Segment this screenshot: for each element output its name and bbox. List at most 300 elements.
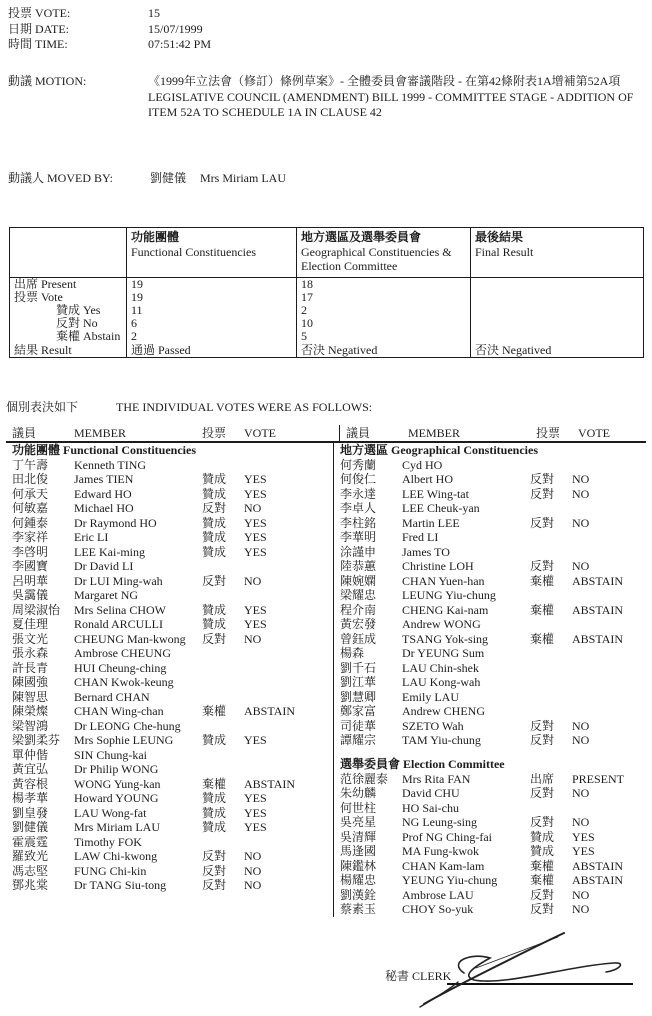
member-name-zh: 霍震霆 [12,834,49,849]
member-row [334,458,652,473]
member-name-en: WONG Yung-kan [74,776,161,791]
geographical-rows [334,458,652,748]
member-vote-zh: 棄權 [530,602,555,617]
member-vote-zh: 贊成 [202,602,227,617]
summary-functional-value: 2 [127,330,297,343]
member-vote-en [244,661,333,676]
member-name-en: Edward HO [74,486,132,501]
summary-geographical-value: 否決 Negatived [297,344,471,358]
member-name-en: Christine LOH [402,559,474,574]
member-name-en: Mrs Rita FAN [402,771,471,786]
member-vote-zh: 棄權 [530,858,555,873]
member-name-zh: 程介南 [340,602,377,617]
summary-row [10,330,644,343]
election-rows [334,772,652,917]
member-name-en: Dr LEONG Che-hung [74,718,181,733]
member-name-en: Dr TANG Siu-tong [74,878,167,893]
member-name-en: Dr David LI [74,559,134,574]
member-name-zh: 譚耀宗 [340,733,377,748]
moved-by-name-zh: 劉健儀 [150,171,187,185]
member-row [6,719,333,734]
member-vote-zh: 反對 [202,573,227,588]
member-vote-en [244,690,333,705]
member-name-zh: 劉皇發 [12,805,49,820]
member-vote-en: YES [244,515,267,530]
member-name-en: Dr LUI Ming-wah [74,573,163,588]
member-name-zh: 李家祥 [12,530,49,545]
member-vote-en [572,458,652,473]
member-name-zh: 吳亮星 [340,815,377,830]
right-column [333,443,652,917]
member-name-en: TSANG Yok-sing [402,631,489,646]
summary-header-geographical-zh: 地方選區及選舉委員會 [301,230,422,244]
member-name-en: Emily LAU [402,689,459,704]
member-vote-en [244,559,333,574]
member-name-en: SZETO Wah [402,718,464,733]
member-row [334,617,652,632]
member-vote-zh: 贊成 [202,617,227,632]
member-name-zh: 鄧兆棠 [12,878,49,893]
member-vote-en: NO [572,472,590,487]
member-name-zh: 劉漢銓 [340,887,377,902]
member-name-en: Mrs Sophie LEUNG [74,733,174,748]
motion-text-zh: 《1999年立法會（修訂）條例草案》- 全體委員會審議階段 - 在第42條附表1A增補第52A項 [148,74,621,88]
member-name-en: Timothy FOK [74,834,142,849]
member-vote-en: NO [244,573,262,588]
functional-column [6,443,333,917]
member-vote-zh [202,588,244,603]
member-vote-zh [202,458,244,473]
member-vote-zh: 反對 [202,501,227,516]
motion-text-en: LEGISLATIVE COUNCIL (AMENDMENT) BILL 1999 - COMMITTEE STAGE - ADDITION OF ITEM 52A TO SCHEDULE 1A IN CLAUSE 42 [148,89,634,119]
member-name-en: Howard YOUNG [74,791,159,806]
member-name-zh: 何世柱 [340,800,377,815]
member-row [334,704,652,719]
member-name-en: SIN Chung-kai [74,747,147,762]
member-name-zh: 何俊仁 [340,472,377,487]
member-row [6,748,333,763]
member-vote-zh [530,646,572,661]
member-row [6,603,333,618]
member-name-en: Prof NG Ching-fai [402,829,492,844]
member-name-en: James TIEN [74,472,134,487]
member-vote-zh: 棄權 [530,873,555,888]
col-vote-en-right: VOTE [578,426,610,440]
functional-rows [6,458,333,893]
member-row [334,675,652,690]
member-vote-en [244,458,333,473]
member-vote-zh [202,719,244,734]
member-name-zh: 吳清輝 [340,829,377,844]
summary-functional-value: 19 [127,277,297,291]
member-name-en: Ronald ARCULLI [74,617,163,632]
member-name-en: YEUNG Yiu-chung [402,873,498,888]
member-vote-zh: 棄權 [202,776,227,791]
member-vote-en [572,661,652,676]
member-vote-zh [530,675,572,690]
member-vote-zh: 反對 [530,902,555,917]
member-vote-en: NO [244,631,262,646]
member-name-en: Michael HO [74,501,134,516]
member-vote-zh: 反對 [202,878,227,893]
member-vote-en: NO [572,486,590,501]
member-row [6,820,333,835]
col-vote-zh: 投票 [202,426,227,440]
summary-row [10,344,644,358]
member-vote-en [244,719,333,734]
summary-functional-value: 通過 Passed [127,344,297,358]
member-row [334,772,652,787]
member-row [6,646,333,661]
member-vote-en: YES [244,805,267,820]
member-name-en: James TO [402,544,450,559]
member-vote-zh: 反對 [530,786,555,801]
member-vote-zh [530,501,572,516]
member-row [334,830,652,845]
member-row [6,704,333,719]
member-vote-zh: 反對 [202,849,227,864]
member-name-zh: 何承天 [12,486,49,501]
member-vote-en: NO [244,863,262,878]
member-name-zh: 丁午壽 [12,457,49,472]
member-name-zh: 黃宏發 [340,617,377,632]
member-vote-en: YES [244,530,267,545]
member-vote-en: ABSTAIN [244,776,296,791]
member-table-body [6,443,647,917]
member-vote-zh [530,617,572,632]
member-row [6,849,333,864]
member-name-en: Martin LEE [402,515,460,530]
member-row [6,777,333,792]
member-name-en: LAU Chin-shek [402,660,479,675]
member-vote-en [572,545,652,560]
member-row [334,844,652,859]
member-name-zh: 陳國強 [12,675,49,690]
member-row [6,791,333,806]
summary-functional-value: 19 [127,291,297,304]
member-vote-en: NO [572,733,590,748]
member-vote-en: YES [244,733,267,748]
member-name-en: Ambrose LAU [402,887,474,902]
individual-votes-block [6,400,647,917]
date-value: 15/07/1999 [148,21,203,36]
member-name-zh: 陳鑑林 [340,858,377,873]
member-name-en: Dr YEUNG Sum [402,646,485,661]
member-name-zh: 鄭家富 [340,704,377,719]
member-row [6,733,333,748]
member-name-zh: 張文光 [12,631,49,646]
member-vote-zh [202,748,244,763]
member-row [6,617,333,632]
member-name-zh: 何敏嘉 [12,501,49,516]
member-name-en: NG Leung-sing [402,815,477,830]
summary-functional-value: 11 [127,304,297,317]
document-meta [8,6,644,53]
member-row [334,472,652,487]
member-name-en: Mrs Selina CHOW [74,602,166,617]
member-name-en: Cyd HO [402,457,443,472]
member-row [334,786,652,801]
member-vote-en [572,530,652,545]
summary-geographical-value: 2 [297,304,471,317]
summary-final-value [471,330,644,343]
member-name-zh: 許長青 [12,660,49,675]
member-name-en: Ambrose CHEUNG [74,646,171,661]
member-name-en: CHEUNG Man-kwong [74,631,186,646]
member-vote-zh [530,690,572,705]
member-vote-en: NO [572,815,590,830]
member-name-en: Margaret NG [74,588,139,603]
member-name-zh: 劉江華 [340,675,377,690]
summary-table-block [9,227,644,358]
vote-number-row [8,6,644,22]
vote-number-value: 15 [148,6,160,20]
col-member-zh: 議員 [12,426,37,440]
member-name-en: Andrew WONG [402,617,481,632]
member-name-en: FUNG Chi-kin [74,863,147,878]
member-name-zh: 李永達 [340,486,377,501]
member-name-zh: 李國寶 [12,559,49,574]
summary-final-value: 否決 Negatived [471,344,644,358]
member-name-zh: 李柱銘 [340,515,377,530]
member-name-en: HO Sai-chu [402,800,459,815]
member-vote-zh: 反對 [530,559,555,574]
member-vote-en: YES [572,844,595,859]
member-name-zh: 陳智思 [12,689,49,704]
summary-table-body [10,277,644,357]
member-row [6,516,333,531]
member-row [334,646,652,661]
member-row [6,501,333,516]
summary-header-final-en: Final Result [475,244,534,259]
member-vote-zh: 反對 [530,815,555,830]
member-vote-zh [202,690,244,705]
member-vote-en: ABSTAIN [244,704,296,719]
member-row [6,835,333,850]
individual-votes-intro [6,400,647,415]
member-vote-en: NO [572,559,590,574]
summary-header-final-zh: 最後結果 [475,230,524,244]
moved-by-block [8,171,644,187]
member-name-en: David CHU [402,786,460,801]
member-vote-en [572,617,652,632]
member-vote-zh: 反對 [530,486,555,501]
member-name-zh: 梁劉柔芬 [12,733,61,748]
member-vote-en: NO [572,515,590,530]
member-row [6,675,333,690]
member-vote-en: YES [244,486,267,501]
member-vote-zh: 贊成 [530,844,555,859]
member-name-zh: 周梁淑怡 [12,602,61,617]
col-member-en-right: MEMBER [408,426,461,440]
member-name-zh: 楊耀忠 [340,873,377,888]
member-vote-en [572,501,652,516]
summary-row [10,304,644,317]
member-name-zh: 單仲偕 [12,747,49,762]
summary-row-label: 贊成 Yes [56,303,101,317]
member-name-zh: 陳榮燦 [12,704,49,719]
member-name-en: LAU Kong-wah [402,675,481,690]
col-member-zh-right: 議員 [346,426,371,440]
member-name-en: CHAN Wing-chan [74,704,164,719]
member-name-en: Albert HO [402,472,453,487]
member-vote-zh: 棄權 [530,573,555,588]
member-name-zh: 梁耀忠 [340,588,377,603]
member-row [6,588,333,603]
member-table-header [6,425,647,441]
member-name-zh: 涂謹申 [340,544,377,559]
member-vote-zh: 棄權 [202,704,227,719]
member-row [334,733,652,748]
member-name-en: CHAN Yuen-han [402,573,485,588]
member-name-en: LAW Chi-kwong [74,849,158,864]
member-row [334,516,652,531]
member-name-zh: 司徒華 [340,718,377,733]
member-vote-zh: 反對 [530,718,555,733]
member-row [334,632,652,647]
member-vote-zh: 贊成 [202,486,227,501]
member-row [6,661,333,676]
election-section-title: 選舉委員會 Election Committee [340,756,505,771]
summary-header-final [471,228,644,278]
member-vote-zh [530,661,572,676]
member-row [334,801,652,816]
member-name-zh: 羅致光 [12,849,49,864]
individual-votes-intro-en: THE INDIVIDUAL VOTES WERE AS FOLLOWS: [116,400,373,414]
member-vote-zh: 贊成 [202,515,227,530]
member-name-en: Andrew CHENG [402,704,485,719]
clerk-label: 秘書 CLERK [385,969,452,983]
member-vote-zh [202,661,244,676]
member-name-zh: 夏佳理 [12,617,49,632]
member-name-en: Dr Philip WONG [74,762,159,777]
member-vote-zh [530,801,572,816]
member-vote-zh: 反對 [202,863,227,878]
member-vote-en: NO [244,849,262,864]
member-vote-zh [530,458,572,473]
member-row [334,719,652,734]
member-row [6,878,333,893]
member-vote-en [572,704,652,719]
member-vote-en [244,835,333,850]
member-vote-en: NO [572,718,590,733]
summary-row-label: 結果 Result [14,343,72,357]
col-member-en: MEMBER [74,426,127,440]
time-value: 07:51:42 PM [148,37,212,51]
member-name-zh: 黃容根 [12,776,49,791]
member-name-en: CHAN Kwok-keung [74,675,174,690]
summary-table [9,227,644,358]
summary-row-label: 棄權 Abstain [56,330,121,344]
motion-block [8,74,644,121]
section-gap [334,748,652,757]
member-vote-zh: 反對 [202,631,227,646]
member-row [334,501,652,516]
summary-header-blank [10,228,127,278]
member-name-zh: 蔡素玉 [340,902,377,917]
member-name-en: Dr Raymond HO [74,515,157,530]
member-row [6,530,333,545]
member-row [334,603,652,618]
member-name-zh: 劉健儀 [12,820,49,835]
individual-votes-intro-zh: 個別表決如下 [6,400,79,414]
col-vote-zh-right: 投票 [536,426,561,440]
member-name-zh: 陳婉嫻 [340,573,377,588]
member-vote-en: YES [572,829,595,844]
summary-final-value [471,317,644,330]
member-header-left [6,425,339,441]
summary-final-value [471,304,644,317]
member-row [334,902,652,917]
member-name-zh: 何鍾泰 [12,515,49,530]
member-name-zh: 李啓明 [12,544,49,559]
member-name-zh: 呂明華 [12,573,49,588]
member-vote-en: NO [244,878,262,893]
member-name-en: LEE Kai-ming [74,544,145,559]
moved-by-name-en: Mrs Miriam LAU [200,171,287,185]
summary-geographical-value: 18 [297,277,471,291]
motion-text [148,74,640,121]
member-name-en: LAU Wong-fat [74,805,147,820]
member-name-en: MA Fung-kwok [402,844,480,859]
member-name-en: CHENG Kai-nam [402,602,489,617]
member-name-zh: 黃宜弘 [12,762,49,777]
member-name-en: CHOY So-yuk [402,902,474,917]
member-vote-zh: 棄權 [530,631,555,646]
member-vote-zh: 贊成 [202,733,227,748]
functional-section-title: 功能團體 Functional Constituencies [12,443,197,457]
member-vote-en: YES [244,544,267,559]
member-vote-en [244,646,333,661]
member-vote-zh: 反對 [530,733,555,748]
date-label: 日期 DATE: [8,21,69,36]
summary-final-value [471,277,644,291]
member-row [334,559,652,574]
member-name-zh: 劉慧卿 [340,689,377,704]
member-row [334,690,652,705]
member-row [6,762,333,777]
member-vote-zh: 反對 [530,515,555,530]
summary-functional-value: 6 [127,317,297,330]
member-vote-zh [530,530,572,545]
member-vote-en: YES [244,617,267,632]
member-name-zh: 梁智鴻 [12,718,49,733]
member-vote-en: YES [244,602,267,617]
member-name-zh: 吳靄儀 [12,588,49,603]
member-row [6,487,333,502]
member-vote-en: ABSTAIN [572,573,624,588]
summary-header-geographical-en: Geographical Constituencies & Election Committee [301,244,452,273]
member-vote-en [572,675,652,690]
date-row [8,22,644,38]
summary-header-functional-zh: 功能團體 [131,230,180,244]
member-row [334,661,652,676]
member-row [334,859,652,874]
member-vote-en [244,588,333,603]
member-vote-zh [530,545,572,560]
member-row [334,888,652,903]
summary-row [10,277,644,291]
member-name-zh: 李卓人 [340,501,377,516]
member-vote-en: YES [244,820,267,835]
member-row [6,458,333,473]
member-name-en: Mrs Miriam LAU [74,820,160,835]
summary-header-functional-en: Functional Constituencies [131,244,256,259]
member-row [6,632,333,647]
member-row [334,588,652,603]
member-name-zh: 馬逢國 [340,844,377,859]
motion-label: 動議 MOTION: [8,74,87,88]
